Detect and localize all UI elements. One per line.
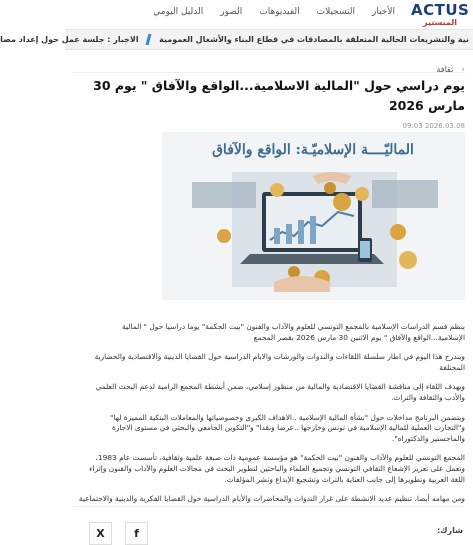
image-title: الماليّــــة الإسلاميّـة: الواقع والآفاق (212, 142, 414, 158)
article-paragraph: المجمع التونسي للعلوم والآداب والفنون "بيت الحكمة" هو مؤسسة عمومية ذات صبغة علمية وثقافية، تأسست عام 1983، وتعمل على تعزيز الإشعاع الثقافي التونسي وتجميع العلماء والباحثين لتطوير البحث في مجالات العلوم والآداب والفنون وإثراء اللغة العربية وتطويرها إلى جانب العناية بالتراث وتشجيع الإبداع ونشر المؤلفات. (89, 453, 465, 484)
logo-wordmark: ACTUS (411, 1, 470, 19)
x-icon: X (96, 527, 105, 540)
article-image (162, 132, 465, 300)
article-date: 09:03 2026.03.08 (402, 122, 465, 130)
site-logo[interactable] (411, 2, 469, 29)
logo-city: المنستير (422, 18, 458, 27)
ticker-item[interactable]: نية والتشريعات الحالية المتعلقة بالمصادقات في قطاع البناء والأشغال العمومية (159, 35, 469, 44)
nav-item-videos[interactable]: الفيديوهات (259, 7, 300, 17)
nav-item-news[interactable]: الأخبار (371, 7, 395, 17)
breadcrumb (73, 57, 465, 73)
nav-item-recordings[interactable]: التسجيلات (316, 7, 355, 17)
share-bar (73, 506, 465, 543)
ticker-separator-icon (146, 34, 152, 45)
article-paragraph: ويهدف اللقاء إلى مناقشة القضايا الاقتصادية والمالية من منظور إسلامي، ضمن أنشطة المجمع الرامية لدعم البحث العلمي والأدب والثقافة والتراث. (95, 382, 465, 402)
facebook-icon: f (134, 527, 139, 540)
article-paragraph: ينظم قسم الدراسات الإسلامية بالمجمع التونسي للعلوم والآداب والفنون "بيت الحكمة" يوما دراسيا حول " المالية الإسلامية...الواقع والآفاق " يوم الاثنين 30 مارس 2026 بقصر المجمع (122, 322, 465, 342)
article-title: يوم دراسي حول "المالية الاسلامية...الواقع والآفاق " يوم 30 مارس 2026 (93, 78, 465, 113)
nav-item-photos[interactable]: الصور (220, 7, 243, 17)
islamic-finance-illustration (162, 132, 465, 300)
x-share-button[interactable] (89, 522, 112, 545)
ticker-track (0, 34, 469, 45)
facebook-share-button[interactable] (125, 522, 148, 545)
chevron-left-icon: ‹ (461, 65, 465, 75)
article-paragraph: ويندرج هذا اليوم في اطار سلسلة اللقاءات والندوات والورشات والايام الدراسية حول القضايا الدينية والاقتصادية والحضارية المختلفة (94, 352, 465, 372)
main-nav (69, 7, 395, 21)
article-body (77, 322, 465, 514)
news-ticker (0, 30, 473, 50)
article-paragraph: ومن مهامه أيضا، تنظيم عديد الانشطة على غرار الندوات والمحاضرات والأيام الدراسية حول القضايا الفكرية والدينية والاجتماعية (78, 494, 465, 504)
ticker-item[interactable]: الاخبار : جلسة عمل حول إعداد مصا (0, 35, 139, 44)
article-paragraph: ويتضمن البرنامج مداخلات حول "نشأة المالية الإسلامية ..الاهداف الكبرى وخصوصياتها والمعاملات البنكية المميزة لها" و"التجارب العملية للمالية الإسلامية في تونس وخارجها ..عرضا ونقدا" و"التكوين الجامعي والبحثي في مستوى الاجازة والماجستير والدكتوراه". (110, 412, 465, 443)
share-label: شارك: (436, 526, 463, 535)
nav-item-daily-guide[interactable]: الدليل اليومي (153, 7, 204, 17)
breadcrumb-category[interactable]: ثقافة (436, 65, 454, 74)
site-header (65, 0, 473, 30)
